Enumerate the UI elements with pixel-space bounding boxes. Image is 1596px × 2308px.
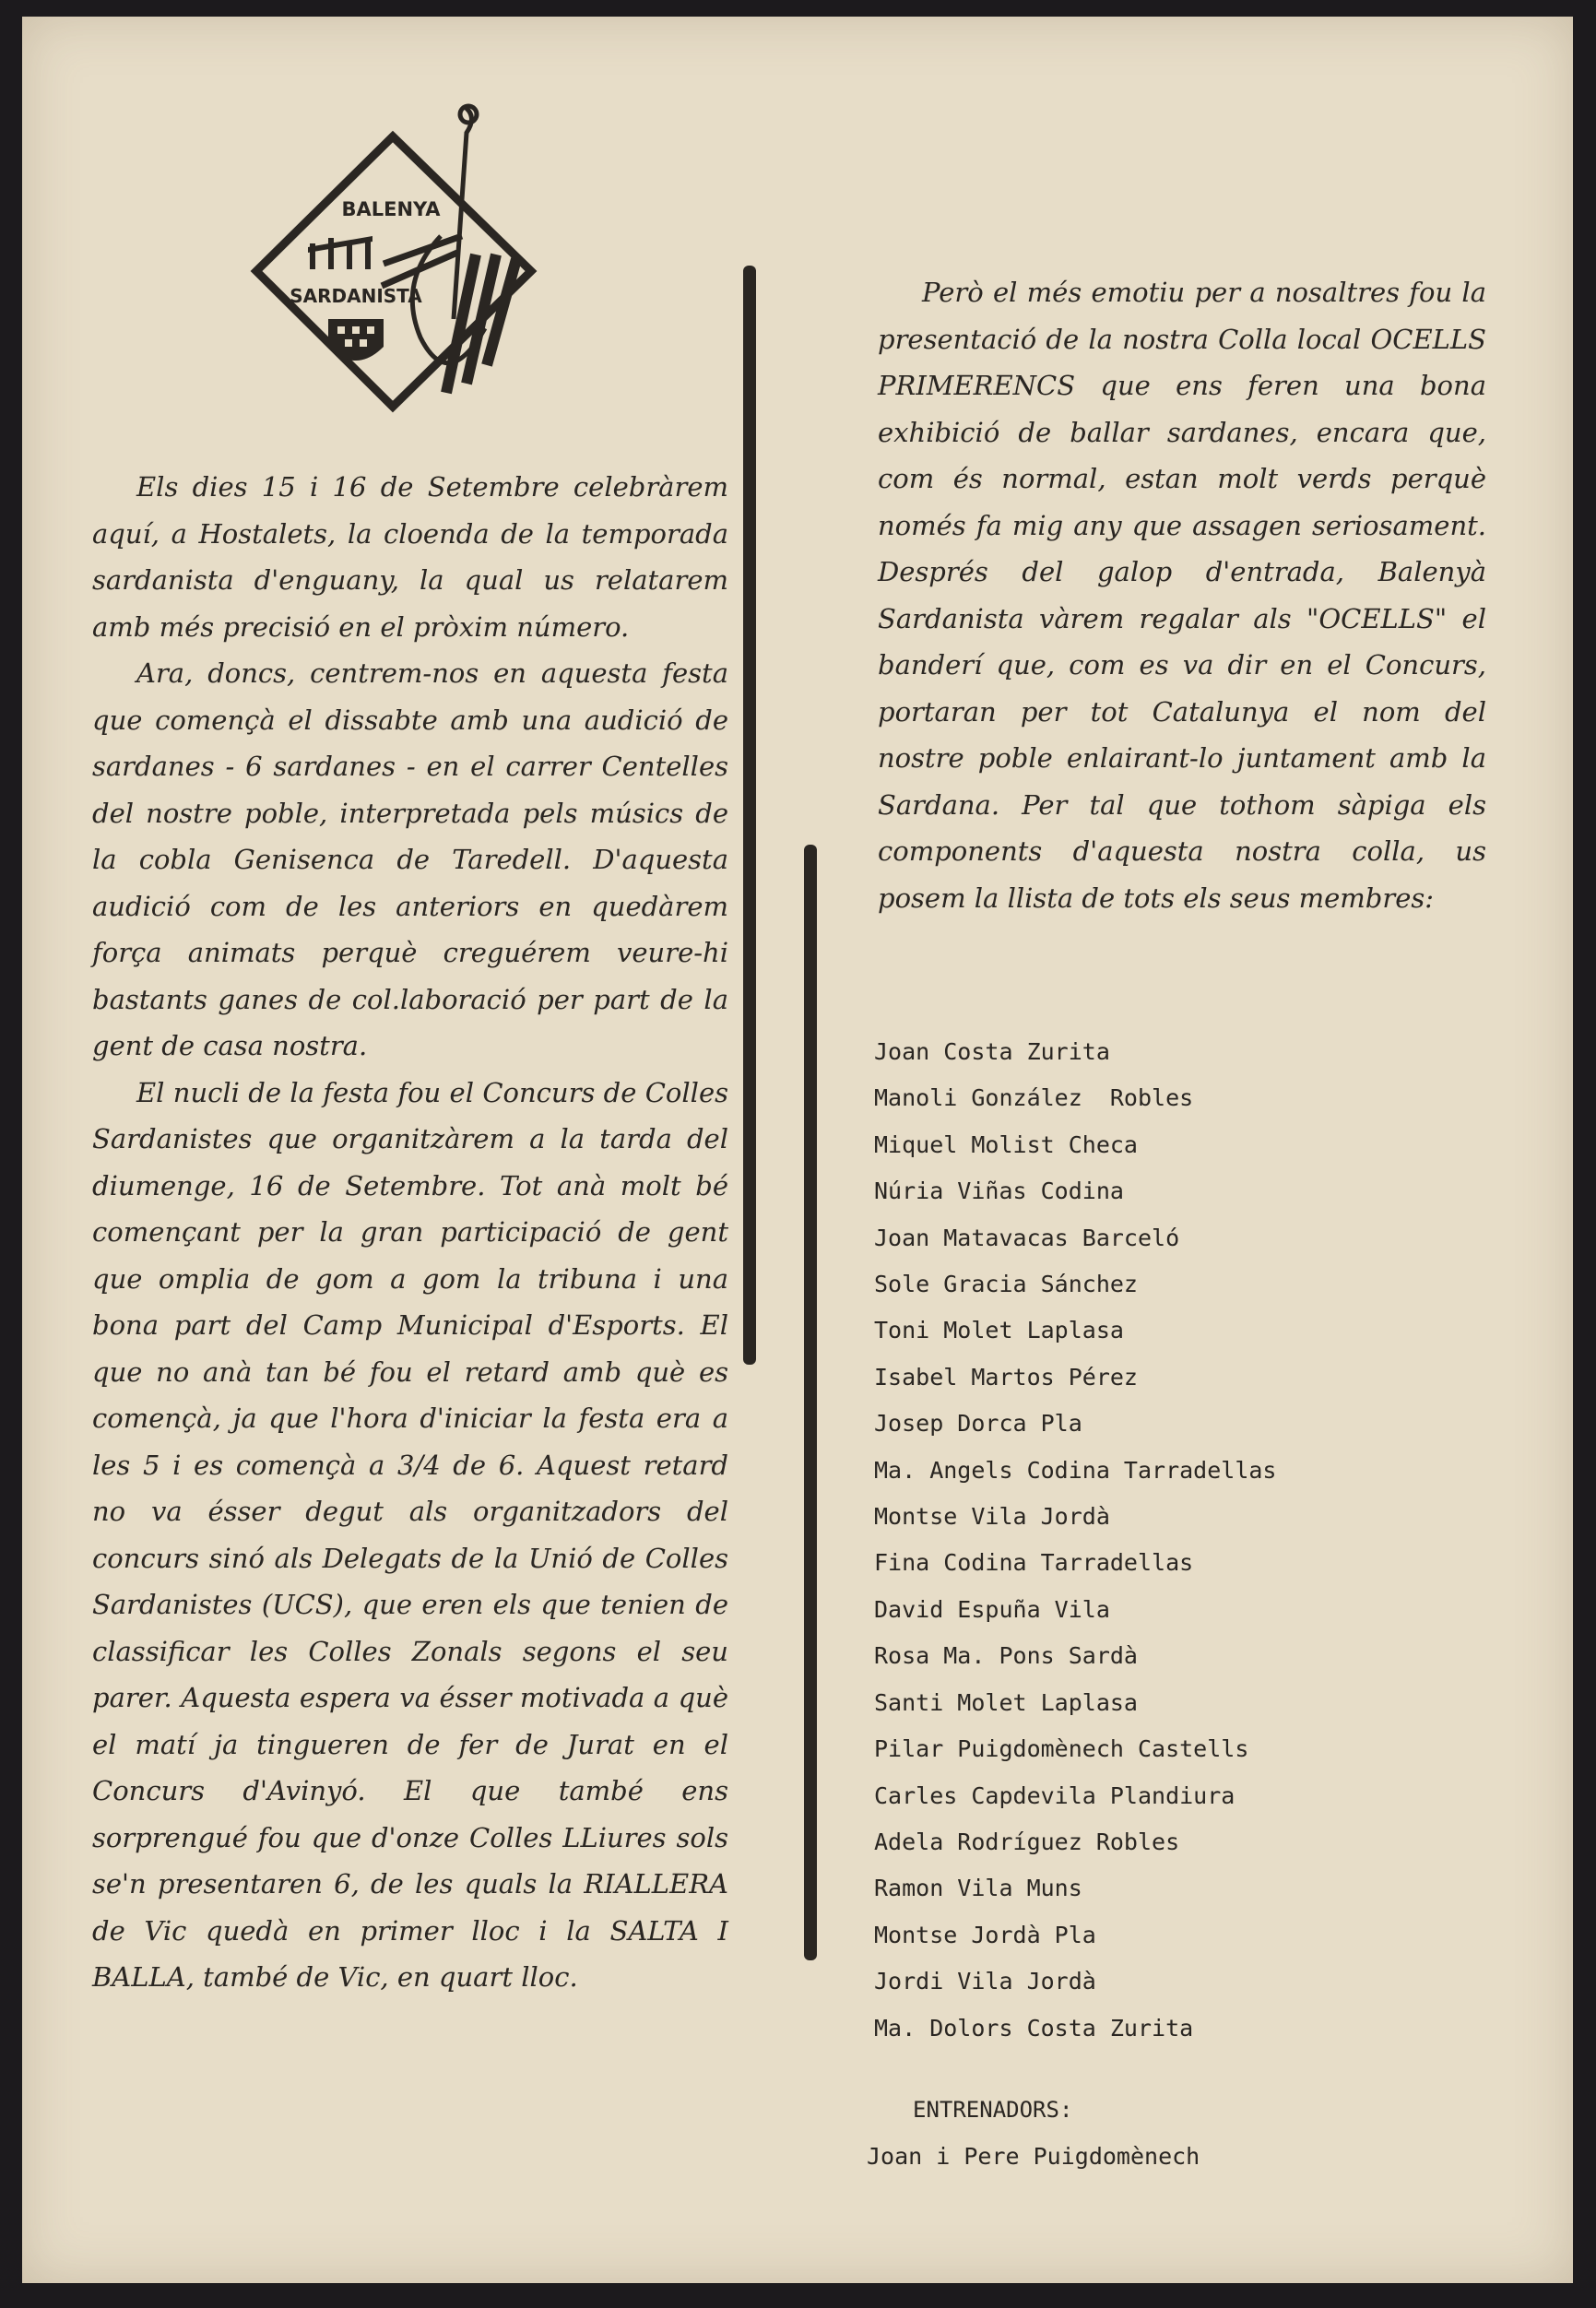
paragraph-cloenda: Els dies 15 i 16 de Setembre celebràrem aquí, a Hostalets, la cloenda de la temporada sardanista d'enguany, la qual us relatarem amb més precisió en el pròxim número. <box>92 471 728 643</box>
list-item: Ma. Dolors Costa Zurita <box>874 2014 1194 2042</box>
list-item: Montse Vila Jordà <box>874 1503 1110 1531</box>
list-item: Rosa Ma. Pons Sardà <box>874 1642 1138 1670</box>
list-item: Fina Codina Tarradellas <box>874 1549 1194 1577</box>
paragraph-concurs: El nucli de la festa fou el Concurs de Colles Sardanistes que organitzàrem a la tarda del diumenge, 16 de Setembre. Tot anà molt bé començant per la gran participació de gent que omplia de gom a gom la tribuna i una bona part del Camp Municipal d'Esports. El que no anà tan bé fou el retard amb què es començà, ja que l'hora d'iniciar la festa era a les 5 i es començà a 3/4 de 6. Aquest retard no va ésser degut als organitzadors del concurs sinó als Delegats de la Unió de Colles Sardanistes (UCS), que eren els que tenien de classificar les Colles Zonals segons el seu parer. Aquesta espera va ésser motivada a què el matí ja tingueren de fer de Jurat en el Concurs d'Avinyó. El que també ens sorprengué fou que d'onze Colles LLiures sols se'n presentaren 6, de les quals la RIALLERA de Vic quedà en primer lloc i la SALTA I BALLA, també de Vic, en quart lloc. <box>92 1076 728 1993</box>
members-list <box>874 1029 1501 2052</box>
trainers-names: Joan i Pere Puigdomènech <box>867 2143 1200 2170</box>
column-divider-bottom <box>804 845 817 1960</box>
dancers-icon <box>308 236 372 269</box>
list-item: Núria Viñas Codina <box>874 1178 1124 1205</box>
list-item: David Espuña Vila <box>874 1595 1110 1623</box>
logo-top-text: BALENYA <box>341 198 441 220</box>
list-item: Jordi Vila Jordà <box>874 1968 1096 1995</box>
list-item: Manoli González Robles <box>874 1084 1194 1112</box>
list-item: Santi Molet Laplasa <box>874 1688 1138 1716</box>
logo-bottom-text: SARDANISTA <box>290 285 422 307</box>
list-item: Montse Jordà Pla <box>874 1921 1096 1948</box>
list-item: Adela Rodríguez Robles <box>874 1828 1180 1855</box>
column-divider-top <box>743 266 756 1365</box>
trainers-label: ENTRENADORS: <box>913 2097 1073 2123</box>
paragraph-ocells: Però el més emotiu per a nosaltres fou la presentació de la nostra Colla local OCELLS PRIMERENCS que ens feren una bona exhibició de ballar sardanes, encara que, com és normal, estan molt verds perquè només fa mig any que assagen seriosament. Després del galop d'entrada, Balenyà Sardanista vàrem regalar als "OCELLS" el banderí que, com es va dir en el Concurs, portaran per tot Catalunya el nom del nostre poble enlairant-lo juntament amb la Sardana. Per tal que tothom sàpiga els components d'aquesta nostra colla, us posem la llista de tots els seus membres: <box>878 277 1486 914</box>
balenya-sardanista-logo <box>236 98 559 439</box>
list-item: Ma. Angels Codina Tarradellas <box>874 1456 1277 1484</box>
list-item: Josep Dorca Pla <box>874 1410 1082 1438</box>
right-column-text <box>878 269 1486 921</box>
list-item: Joan Matavacas Barceló <box>874 1224 1180 1251</box>
list-item: Ramon Vila Muns <box>874 1875 1082 1902</box>
paragraph-audicio: Ara, doncs, centrem-nos en aquesta festa que començà el dissabte amb una audició de sardanes - 6 sardanes - en el carrer Centelles del nostre poble, interpretada pels músics de la cobla Genisenca de Taredell. D'aquesta audició com de les anteriors en quedàrem força animats perquè creguérem veure-hi bastants ganes de col.laboració per part de la gent de casa nostra. <box>92 657 728 1061</box>
left-column-text <box>92 464 728 2001</box>
list-item: Pilar Puigdomènech Castells <box>874 1735 1249 1763</box>
list-item: Toni Molet Laplasa <box>874 1317 1124 1344</box>
list-item: Miquel Molist Checa <box>874 1130 1138 1158</box>
list-item: Carles Capdevila Plandiura <box>874 1781 1235 1809</box>
document-page <box>22 17 1573 2283</box>
list-item: Joan Costa Zurita <box>874 1038 1110 1065</box>
list-item: Isabel Martos Pérez <box>874 1363 1138 1391</box>
list-item: Sole Gracia Sánchez <box>874 1271 1138 1298</box>
